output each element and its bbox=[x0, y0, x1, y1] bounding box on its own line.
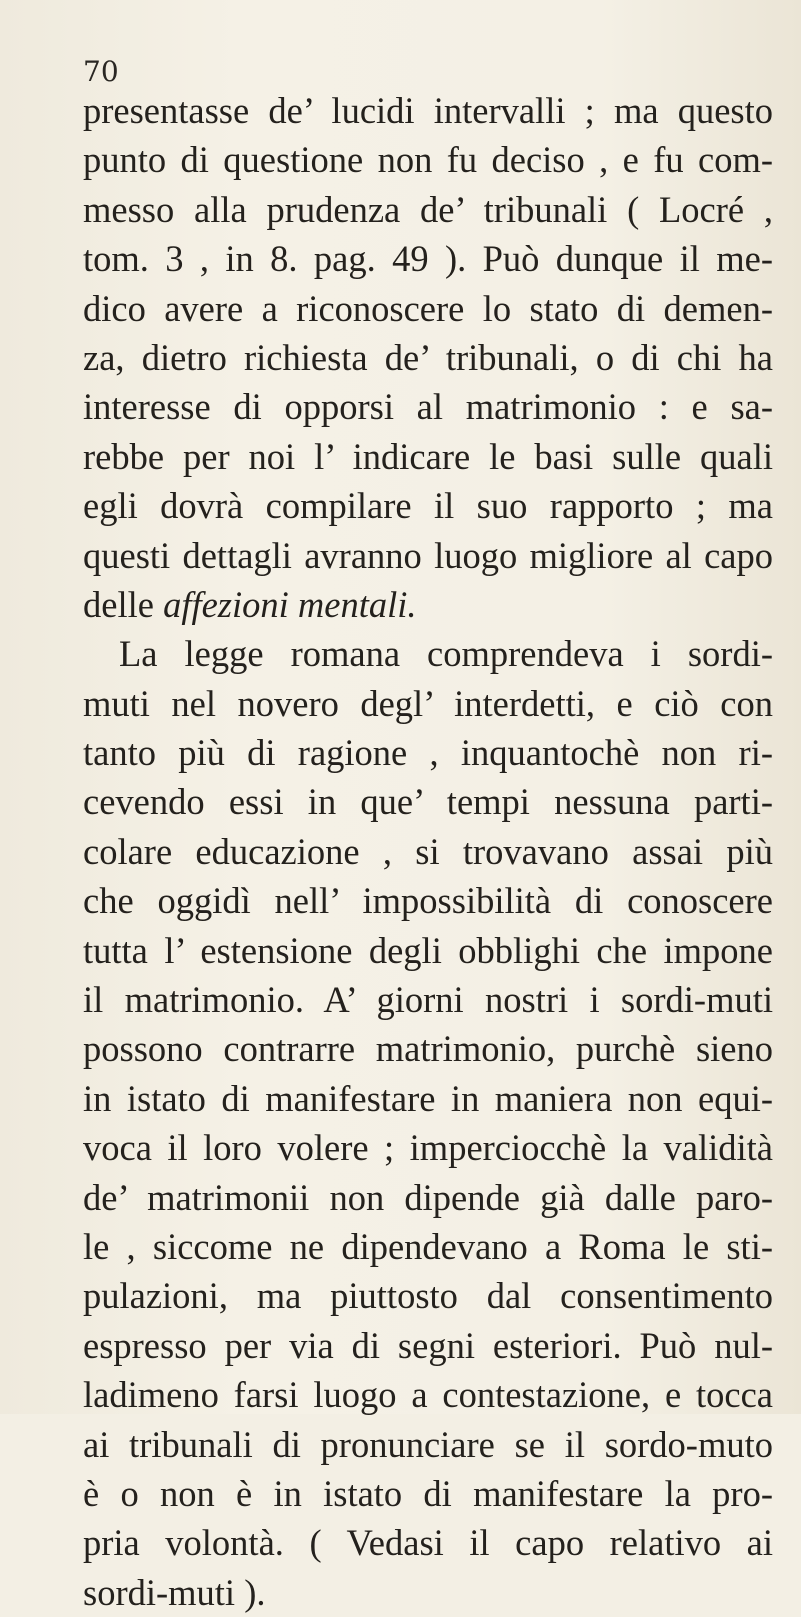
page-number: 70 bbox=[83, 55, 119, 88]
text-before-italic: delle bbox=[83, 583, 164, 625]
text-line: pria volontà. ( Vedasi il capo relativo ai bbox=[83, 1522, 773, 1564]
text-line: egli dovrà compilare il suo rapporto ; ma bbox=[83, 485, 773, 527]
text-line: dico avere a riconoscere lo stato di demen- bbox=[83, 287, 773, 329]
text-line-last: sordi-muti ). bbox=[83, 1571, 266, 1613]
text-line: interesse di opporsi al matrimonio : e sa- bbox=[83, 386, 773, 428]
text-line: presentasse de’ lucidi intervalli ; ma questo bbox=[83, 90, 773, 131]
text-line: rebbe per noi l’ indicare le basi sulle quali bbox=[83, 435, 773, 477]
text-line: è o non è in istato di manifestare la pro- bbox=[83, 1472, 773, 1514]
text-line: possono contrarre matrimonio, purchè sieno bbox=[83, 1028, 773, 1070]
text-line: voca il loro volere ; imperciocchè la validità bbox=[83, 1127, 773, 1169]
text-line: questi dettagli avranno luogo migliore al capo bbox=[83, 534, 773, 576]
text-line: in istato di manifestare in maniera non equi- bbox=[83, 1077, 773, 1119]
italic-phrase: affezioni mentali. bbox=[163, 583, 417, 625]
text-line-italic bbox=[83, 580, 773, 629]
text-line: ladimeno farsi luogo a contestazione, e tocca bbox=[83, 1374, 773, 1416]
text-line: muti nel novero degl’ interdetti, e ciò con bbox=[83, 682, 773, 724]
text-line: che oggidì nell’ impossibilità di conoscere bbox=[83, 880, 773, 922]
text-line: za, dietro richiesta de’ tribunali, o di chi ha bbox=[83, 336, 773, 378]
text-line: colare educazione , si trovavano assai più bbox=[83, 830, 773, 872]
text-line: tanto più di ragione , inquantochè non ri- bbox=[83, 732, 773, 774]
text-line: tom. 3 , in 8. pag. 49 ). Può dunque il me- bbox=[83, 238, 773, 280]
text-line: il matrimonio. A’ giorni nostri i sordi-muti bbox=[83, 979, 773, 1021]
text-line: de’ matrimonii non dipende già dalle paro- bbox=[83, 1176, 773, 1218]
text-line: messo alla prudenza de’ tribunali ( Locré , bbox=[83, 188, 773, 230]
text-line: punto di questione non fu deciso , e fu com- bbox=[83, 139, 773, 181]
text-line: espresso per via di segni esteriori. Può nul- bbox=[83, 1324, 773, 1366]
text-line: ai tribunali di pronunciare se il sordo-muto bbox=[83, 1423, 773, 1465]
text-line: le , siccome ne dipendevano a Roma le sti- bbox=[83, 1225, 773, 1267]
body-text bbox=[83, 86, 773, 1617]
text-line: tutta l’ estensione degli obblighi che impone bbox=[83, 929, 773, 971]
text-line: pulazioni, ma piuttosto dal consentimento bbox=[83, 1275, 773, 1317]
paragraph-first-line: La legge romana comprendeva i sordi- bbox=[119, 633, 773, 675]
text-line: cevendo essi in que’ tempi nessuna parti- bbox=[83, 781, 773, 823]
